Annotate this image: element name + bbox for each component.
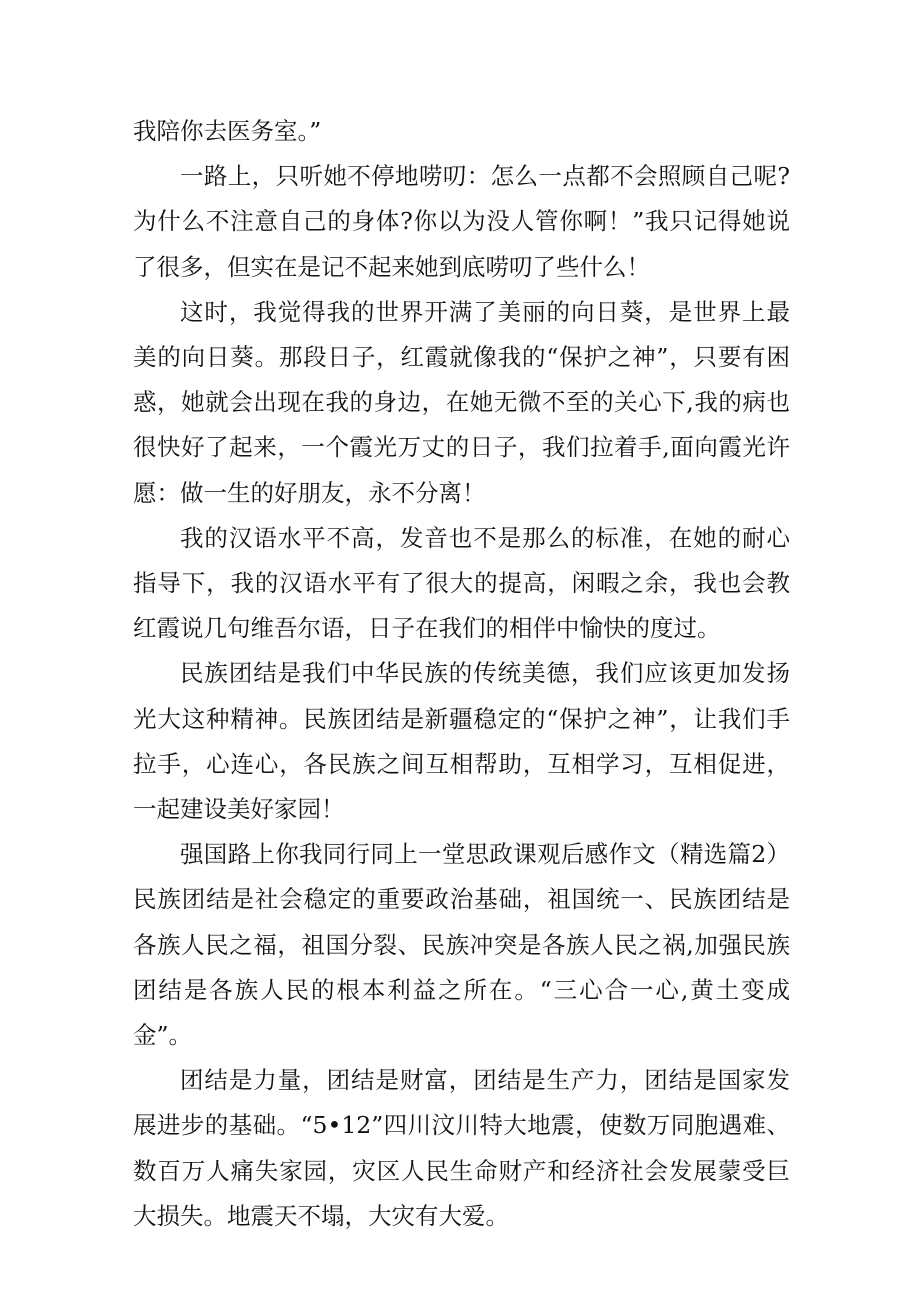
paragraph-1: 我陪你去医务室。” <box>133 117 322 145</box>
paragraph-2: 一路上，只听她不停地唠叨：怎么一点都不会照顾自己呢?为什么不注意自己的身体?你以为没人管你啊！”我只记得她说了很多，但实在是记不起来她到底唠叨了些什么！ <box>133 162 790 281</box>
paragraph-3: 这时，我觉得我的世界开满了美丽的向日葵，是世界上最美的向日葵。那段日子，红霞就像我的“保护之神”，只要有困惑，她就会出现在我的身边，在她无微不至的关心下,我的病也很快好了起来，一个霞光万丈的日子，我们拉着手,面向霞光许愿：做一生的好朋友，永不分离！ <box>133 297 790 507</box>
paragraph-6: 强国路上你我同行同上一堂思政课观后感作文（精选篇2）民族团结是社会稳定的重要政治基础，祖国统一、民族团结是各族人民之福，祖国分裂、民族冲突是各族人民之祸,加强民族团结是各族人民的根本利益之所在。“三心合一心,黄土变成金”。 <box>133 840 790 1050</box>
document-body <box>133 109 790 1239</box>
paragraph-7: 团结是力量，团结是财富，团结是生产力，团结是国家发展进步的基础。“5•12”四川汶川特大地震，使数万同胞遇难、数百万人痛失家园，灾区人民生命财产和经济社会发展蒙受巨大损失。地震天不塌，大灾有大爱。 <box>133 1066 790 1230</box>
paragraph-5: 民族团结是我们中华民族的传统美德，我们应该更加发扬光大这种精神。民族团结是新疆稳定的“保护之神”，让我们手拉手，心连心，各民族之间互相帮助，互相学习，互相促进，一起建设美好家园！ <box>133 659 790 824</box>
paragraph-4: 我的汉语水平不高，发音也不是那么的标准，在她的耐心指导下，我的汉语水平有了很大的提高，闲暇之余，我也会教红霞说几句维吾尔语，日子在我们的相伴中愉快的度过。 <box>133 523 790 643</box>
